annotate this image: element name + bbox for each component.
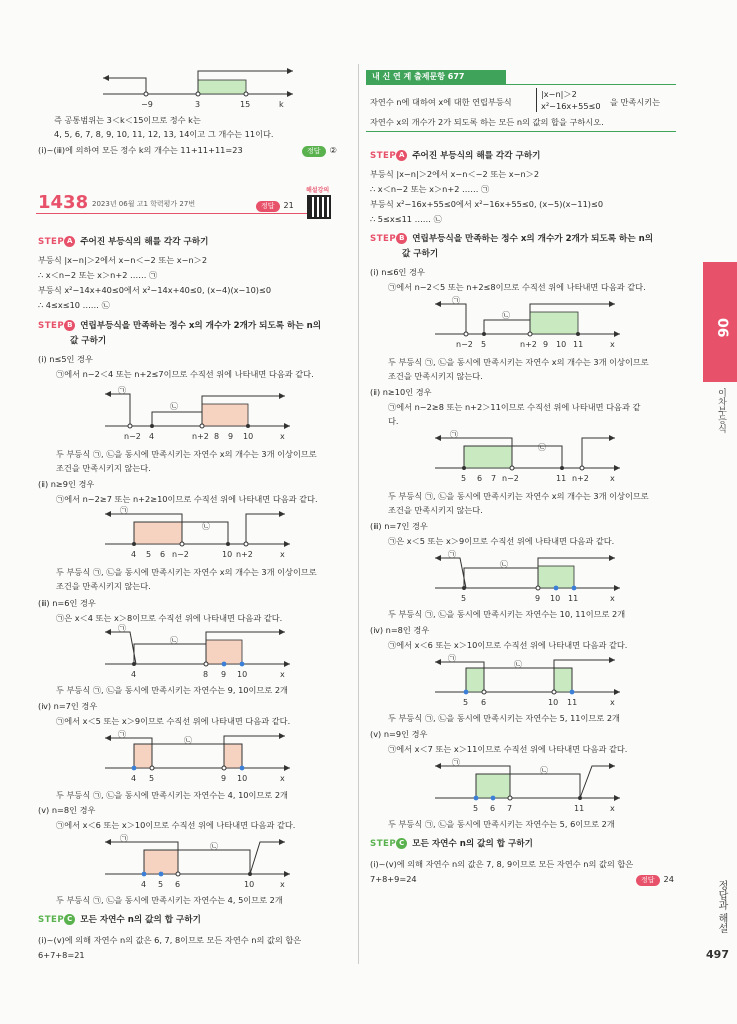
case-heading: (ⅳ) n=8인 경우 [370, 625, 430, 635]
tick-label: 11 [574, 804, 585, 813]
text-line: ㉠에서 x＜6 또는 x＞10이므로 수직선 위에 나타내면 다음과 같다. [388, 640, 628, 650]
step-a-heading: STEP A 주어진 부등식의 해를 각각 구하기 [370, 151, 541, 161]
number-line-top [98, 68, 298, 110]
tick-label: x [280, 774, 285, 783]
text-line: 두 부등식 ㉠, ㉡을 동시에 만족시키는 자연수는 10, 11이므로 2개 [388, 609, 626, 619]
tick-label: n+2 [520, 340, 537, 349]
step-b-heading: STEP B 연립부등식을 만족하는 정수 x의 개수가 2개가 되도록 하는 n의 [38, 321, 322, 331]
text-line: 조건을 만족시키지 않는다. [388, 371, 483, 381]
mark-a: ㉠ [450, 430, 458, 439]
text-line: ㉠에서 n−2＜5 또는 n+2≤8이므로 수직선 위에 나타내면 다음과 같다. [388, 282, 646, 292]
tick-label: n+2 [572, 474, 589, 483]
tick-label: 10 [237, 774, 248, 783]
case-heading: (ⅳ) n=7인 경우 [38, 701, 98, 711]
tick-label: 5 [461, 474, 467, 483]
mark-a: ㉠ [118, 386, 126, 395]
text-line: (ⅰ)~(ⅴ)에 의해 자연수 n의 값은 6, 7, 8이므로 모든 자연수 n의 값의 합은 [38, 935, 302, 945]
tick-label: 10 [244, 880, 255, 889]
tick-label: 7 [491, 474, 497, 483]
tick-label: 10 [556, 340, 567, 349]
text-line: 두 부등식 ㉠, ㉡을 동시에 만족시키는 자연수 x의 개수는 3개 이상이므로 [388, 491, 649, 501]
step-b-heading-cont: 값 구하기 [402, 249, 439, 259]
tick-label: 5 [461, 594, 467, 603]
text-line: 두 부등식 ㉠, ㉡을 동시에 만족시키는 자연수 x의 개수는 3개 이상이므로 [56, 567, 317, 577]
text-line: 두 부등식 ㉠, ㉡을 동시에 만족시키는 자연수는 4, 5이므로 2개 [56, 895, 283, 905]
text-line: ㉠에서 x＜7 또는 x＞11이므로 수직선 위에 나타내면 다음과 같다. [388, 744, 628, 754]
text-line: 두 부등식 ㉠, ㉡을 동시에 만족시키는 자연수는 5, 11이므로 2개 [388, 713, 620, 723]
number-line-left-4 [100, 728, 300, 784]
mark-a: ㉠ [452, 758, 460, 767]
text-line: ∴ 4≤x≤10 …… ㉡ [38, 300, 110, 310]
case-heading: (ⅰ) n≤6인 경우 [370, 267, 425, 277]
tick-label: 7 [507, 804, 513, 813]
tick-label: x [610, 474, 615, 483]
step-b-heading-cont: 값 구하기 [70, 336, 107, 346]
text-line: 두 부등식 ㉠, ㉡을 동시에 만족시키는 자연수 x의 개수는 3개 이상이므로 [388, 357, 649, 367]
case-heading: (ⅰ) n≤5인 경우 [38, 354, 93, 364]
chapter-title: 이차부등식 [716, 388, 726, 433]
tick-label: 6 [490, 804, 496, 813]
problem-source: 2023년 06월 고1 학력평가 27번 [92, 200, 196, 208]
case-heading: (ⅱ) n≥9인 경우 [38, 479, 95, 489]
case-heading: (ⅲ) n=7인 경우 [370, 521, 428, 531]
mark-a: ㉠ [452, 296, 460, 305]
text-line: ㉠에서 n−2≥8 또는 n+2＞11이므로 수직선 위에 나타내면 다음과 같 [388, 402, 641, 412]
text-line: (ⅰ)~(ⅴ)에 의해 자연수 n의 값은 7, 8, 9이므로 모든 자연수 n의 값의 합은 [370, 859, 634, 869]
page-number: 497 [706, 948, 729, 961]
tick-label: 5 [149, 774, 155, 783]
text-line: ㉠에서 x＜5 또는 x＞9이므로 수직선 위에 나타내면 다음과 같다. [56, 716, 291, 726]
number-line-left-1 [100, 384, 300, 442]
text-line: 두 부등식 ㉠, ㉡을 동시에 만족시키는 자연수는 5, 6이므로 2개 [388, 819, 615, 829]
tick-label: x [280, 880, 285, 889]
text-line: 부등식 |x−n|＞2에서 x−n＜−2 또는 x−n＞2 [370, 169, 540, 179]
text-line: 다. [388, 416, 399, 426]
question-text: 을 만족시키는 [610, 97, 661, 107]
text-line: 조건을 만족시키지 않는다. [388, 505, 483, 515]
tick-label: x [610, 340, 615, 349]
mark-a: ㉠ [120, 834, 128, 843]
question-text: 자연수 n에 대하여 x에 대한 연립부등식 [370, 97, 512, 107]
mark-b: ㉡ [170, 636, 178, 645]
number-line-left-5 [100, 832, 300, 890]
text-line: 4, 5, 6, 7, 8, 9, 10, 11, 12, 13, 14이고 그 개수는 11이다. [54, 129, 274, 139]
case-heading: (ⅲ) n=6인 경우 [38, 598, 96, 608]
tick-label: 11 [568, 594, 579, 603]
text-line: ㉠에서 x＜6 또는 x＞10이므로 수직선 위에 나타내면 다음과 같다. [56, 820, 296, 830]
number-line-right-4 [430, 652, 630, 708]
mark-b: ㉡ [540, 766, 548, 775]
tick-label: x [280, 432, 285, 441]
footer-label: 정답과 해설 [716, 880, 727, 934]
tick-label: 9 [535, 594, 541, 603]
mark-b: ㉡ [538, 443, 546, 452]
step-b-heading: STEP B 연립부등식을 만족하는 정수 x의 개수가 2개가 되도록 하는 n의 [370, 234, 654, 244]
mark-a: ㉠ [448, 550, 456, 559]
tick-label: x [610, 594, 615, 603]
tick-label: 11 [556, 474, 567, 483]
mark-b: ㉡ [210, 842, 218, 851]
tick-label: 4 [131, 774, 137, 783]
text-line: 부등식 |x−n|＞2에서 x−n＜−2 또는 x−n＞2 [38, 255, 208, 265]
text-line: 6+7+8=21 [38, 950, 85, 960]
tick-label: k [279, 100, 284, 109]
tick-label: 5 [158, 880, 164, 889]
tick-label: 5 [481, 340, 487, 349]
step-c-heading: STEP C 모든 자연수 n의 값의 합 구하기 [38, 915, 201, 925]
tick-label: n+2 [236, 550, 253, 559]
number-line-right-3 [430, 548, 630, 604]
chapter-tab[interactable] [703, 262, 737, 382]
tick-label: 9 [221, 774, 227, 783]
text-line: 조건을 만족시키지 않는다. [56, 581, 151, 591]
mark-a: ㉠ [118, 730, 126, 739]
tick-label: 9 [221, 670, 227, 679]
problem-number: 1438 [38, 192, 89, 213]
tick-label: 11 [567, 698, 578, 707]
number-line-left-2 [100, 504, 300, 560]
tick-label: 6 [481, 698, 487, 707]
mark-b: ㉡ [514, 660, 522, 669]
number-line-right-1 [430, 294, 630, 350]
video-label: 해설강의 [306, 187, 330, 194]
tick-label: n−2 [502, 474, 519, 483]
tick-label: 5 [146, 550, 152, 559]
tick-label: n−2 [124, 432, 141, 441]
tick-label: 4 [149, 432, 155, 441]
text-line: ∴ x＜n−2 또는 x＞n+2 …… ㉠ [370, 184, 490, 194]
answer-badge: 정답 24 [636, 873, 674, 886]
case-heading: (ⅱ) n≥10인 경우 [370, 387, 432, 397]
tick-label: 10 [237, 670, 248, 679]
mark-b: ㉡ [500, 560, 508, 569]
text-line: ∴ x＜n−2 또는 x＞n+2 …… ㉠ [38, 270, 158, 280]
tick-label: x [610, 804, 615, 813]
mark-a: ㉠ [120, 506, 128, 515]
tick-label: 15 [240, 100, 251, 109]
tick-label: 5 [473, 804, 479, 813]
tick-label: 11 [573, 340, 584, 349]
tick-label: 10 [550, 594, 561, 603]
question-text: 자연수 x의 개수가 2가 되도록 하는 모든 n의 값의 합을 구하시오. [370, 117, 604, 127]
tick-label: 4 [131, 550, 137, 559]
tick-label: −9 [141, 100, 153, 109]
tick-label: n−2 [172, 550, 189, 559]
column-divider [358, 64, 359, 964]
step-c-heading: STEP C 모든 자연수 n의 값의 합 구하기 [370, 839, 533, 849]
text-line: 두 부등식 ㉠, ㉡을 동시에 만족시키는 자연수는 9, 10이므로 2개 [56, 685, 288, 695]
text-line: ㉠은 x＜4 또는 x＞8이므로 수직선 위에 나타내면 다음과 같다. [56, 613, 283, 623]
tick-label: 10 [548, 698, 559, 707]
tick-label: 9 [543, 340, 549, 349]
text-line: 부등식 x²−16x+55≤0에서 x²−16x+55≤0, (x−5)(x−11)≤0 [370, 199, 604, 209]
related-problem-badge: 내 신 연 계 출제문항 677 [366, 70, 506, 84]
tick-label: 10 [222, 550, 233, 559]
number-line-right-2 [430, 428, 630, 484]
tick-label: 4 [141, 880, 147, 889]
text-line: ㉠에서 n−2＜4 또는 n+2≤7이므로 수직선 위에 나타내면 다음과 같다. [56, 369, 314, 379]
tick-label: 8 [214, 432, 220, 441]
text-line: ∴ 5≤x≤11 …… ㉡ [370, 214, 442, 224]
text-line: 부등식 x²−14x+40≤0에서 x²−14x+40≤0, (x−4)(x−10)≤0 [38, 285, 272, 295]
tick-label: x [610, 698, 615, 707]
tick-label: 8 [203, 670, 209, 679]
tick-label: 5 [463, 698, 469, 707]
case-heading: (ⅴ) n=9인 경우 [370, 729, 428, 739]
text-line: 조건을 만족시키지 않는다. [56, 463, 151, 473]
tick-label: 6 [160, 550, 166, 559]
text-line: 7+8+9=24 [370, 874, 417, 884]
chapter-number: 06 [714, 318, 730, 338]
mark-b: ㉡ [202, 522, 210, 531]
tick-label: 3 [195, 100, 201, 109]
step-a-heading: STEP A 주어진 부등식의 해를 각각 구하기 [38, 237, 209, 247]
answer-badge: 정답 ② [302, 144, 337, 157]
tick-label: n+2 [192, 432, 209, 441]
mark-b: ㉡ [184, 736, 192, 745]
text-line: 즉 공통범위는 3＜k＜15이므로 정수 k는 [54, 115, 201, 125]
mark-a: ㉠ [448, 654, 456, 663]
number-line-right-5 [430, 756, 630, 814]
tick-label: n−2 [456, 340, 473, 349]
tick-label: 9 [228, 432, 234, 441]
mark-b: ㉡ [502, 311, 510, 320]
tick-label: 4 [131, 670, 137, 679]
text-line: ㉠에서 n−2≥7 또는 n+2≥10이므로 수직선 위에 나타내면 다음과 같다. [56, 494, 318, 504]
tick-label: 10 [243, 432, 254, 441]
number-line-left-3 [100, 622, 300, 680]
qr-code-icon[interactable] [307, 195, 331, 219]
text-line: 두 부등식 ㉠, ㉡을 동시에 만족시키는 자연수 x의 개수는 3개 이상이므로 [56, 449, 317, 459]
tick-label: 6 [175, 880, 181, 889]
mark-b: ㉡ [170, 402, 178, 411]
tick-label: x [280, 670, 285, 679]
tick-label: x [280, 550, 285, 559]
problem-answer: 정답 21 [256, 200, 294, 212]
case-heading: (ⅴ) n=8인 경우 [38, 805, 96, 815]
mark-a: ㉠ [118, 624, 126, 633]
text-line: (ⅰ)~(ⅲ)에 의하여 모든 정수 k의 개수는 11+11+11=23 [38, 145, 243, 155]
text-line: 두 부등식 ㉠, ㉡을 동시에 만족시키는 자연수는 4, 10이므로 2개 [56, 790, 288, 800]
text-line: ㉠은 x＜5 또는 x＞9이므로 수직선 위에 나타내면 다음과 같다. [388, 536, 615, 546]
inequality-system: |x−n|＞2 x²−16x+55≤0 [536, 88, 601, 112]
tick-label: 6 [477, 474, 483, 483]
